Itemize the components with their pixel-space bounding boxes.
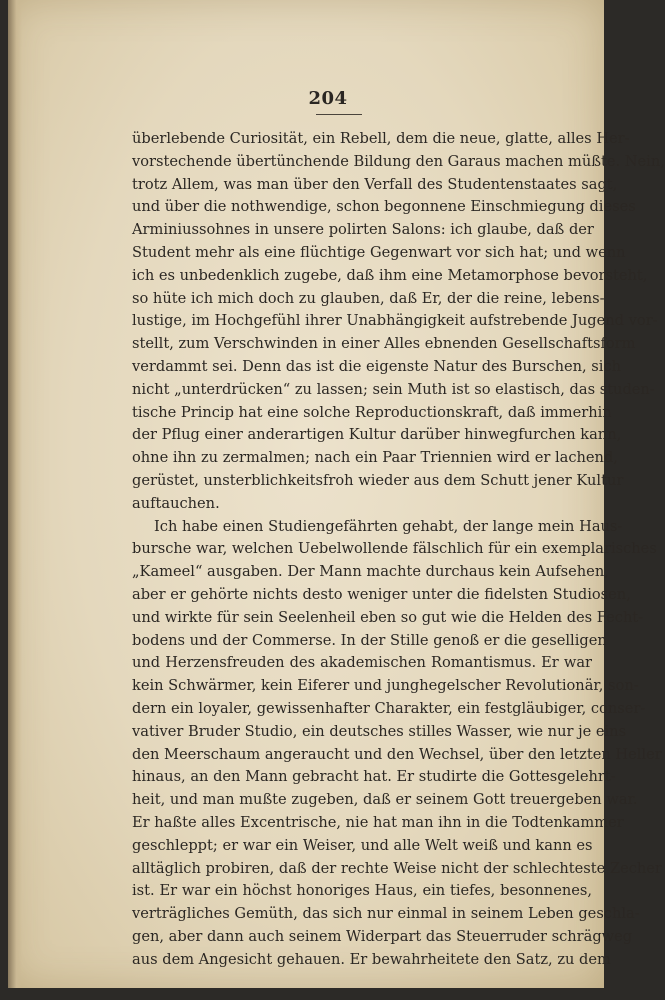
- text-line: dern ein loyaler, gewissenhafter Charakter, ein festgläubiger, conser-: [132, 699, 646, 717]
- text-line: „Kameel“ ausgaben. Der Mann machte durchaus kein Aufsehen,: [132, 563, 609, 581]
- page-number-rule: [316, 114, 362, 115]
- text-line: ohne ihn zu zermalmen; nach ein Paar Triennien wird er lachend,: [132, 449, 618, 467]
- text-line: verträgliches Gemüth, das sich nur einmal in seinem Leben geschla-: [132, 905, 640, 923]
- text-line: aber er gehörte nichts desto weniger unter die fidelsten Studiosen,: [132, 585, 631, 603]
- book-page: [8, 0, 665, 988]
- page-number: 204: [308, 88, 348, 109]
- text-line: heit, und man mußte zugeben, daß er seinem Gott treuergeben war.: [132, 791, 638, 809]
- text-line: lustige, im Hochgefühl ihrer Unabhängigkeit aufstrebende Jugend vor-: [132, 312, 658, 330]
- text-line: so hüte ich mich doch zu glauben, daß Er, der die reine, lebens-: [132, 289, 605, 307]
- text-line: bursche war, welchen Uebelwollende fälschlich für ein exemplarisches: [132, 540, 657, 558]
- text-line: aus dem Angesicht gehauen. Er bewahrheitete den Satz, zu dem: [132, 950, 611, 968]
- text-line: und Herzensfreuden des akademischen Romantismus. Er war: [132, 654, 592, 672]
- text-line: der Pflug einer anderartigen Kultur darüber hinwegfurchen kann,: [132, 426, 622, 444]
- text-line: alltäglich probiren, daß der rechte Weise nicht der schlechteste Zecher: [132, 859, 662, 877]
- text-line: bodens und der Commerse. In der Stille genoß er die geselligen: [132, 631, 607, 649]
- text-line: trotz Allem, was man über den Verfall des Studentenstaates sagt,: [132, 175, 618, 193]
- text-line: Arminiussohnes in unsere polirten Salons: ich glaube, daß der: [132, 221, 594, 239]
- paragraph-container: [132, 128, 665, 971]
- text-line: gerüstet, unsterblichkeitsfroh wieder aus dem Schutt jener Kultur: [132, 471, 624, 489]
- text-line: gen, aber dann auch seinem Widerpart das Steuerruder schrägweg: [132, 927, 633, 945]
- text-line: stellt, zum Verschwinden in einer Alles ebnenden Gesellschaftsform: [132, 335, 636, 353]
- text-line: Er haßte alles Excentrische, nie hat man ihn in die Todtenkammer: [132, 813, 624, 831]
- text-line: Ich habe einen Studiengefährten gehabt, der lange mein Haus-: [154, 517, 623, 535]
- text-line: ist. Er war ein höchst honoriges Haus, ein tiefes, besonnenes,: [132, 882, 592, 900]
- text-line: ich es unbedenklich zugebe, daß ihm eine Metamorphose bevorsteht,: [132, 266, 648, 284]
- text-line: und wirkte für sein Seelenheil eben so gut wie die Helden des Fecht-: [132, 608, 644, 626]
- text-line: kein Schwärmer, kein Eiferer und junghegelscher Revolutionär, son-: [132, 677, 639, 695]
- text-line: verdammt sei. Denn das ist die eigenste Natur des Burschen, sich: [132, 357, 622, 375]
- text-line: hinaus, an den Mann gebracht hat. Er studirte die Gottesgelehrt-: [132, 768, 616, 786]
- book-spine-shadow: [8, 0, 22, 988]
- text-line: vorstechende übertünchende Bildung den Garaus machen müßte. Nein,: [132, 152, 665, 170]
- text-line: tische Princip hat eine solche Reproductionskraft, daß immerhin: [132, 403, 612, 421]
- body-text: [132, 128, 665, 971]
- text-line: Student mehr als eine flüchtige Gegenwart vor sich hat; und wenn: [132, 243, 626, 261]
- text-line: auftauchen.: [132, 494, 220, 512]
- text-line: und über die nothwendige, schon begonnene Einschmiegung dieses: [132, 198, 636, 216]
- text-line: den Meerschaum angeraucht und den Wechsel, über den letzten Heller: [132, 745, 662, 763]
- text-line: überlebende Curiosität, ein Rebell, dem die neue, glatte, alles Her-: [132, 130, 630, 147]
- text-line: geschleppt; er war ein Weiser, und alle Welt weiß und kann es: [132, 836, 593, 854]
- text-line: vativer Bruder Studio, ein deutsches stilles Wasser, wie nur je eins: [132, 722, 627, 740]
- text-line: nicht „unterdrücken“ zu lassen; sein Muth ist so elastisch, das studen-: [132, 380, 655, 398]
